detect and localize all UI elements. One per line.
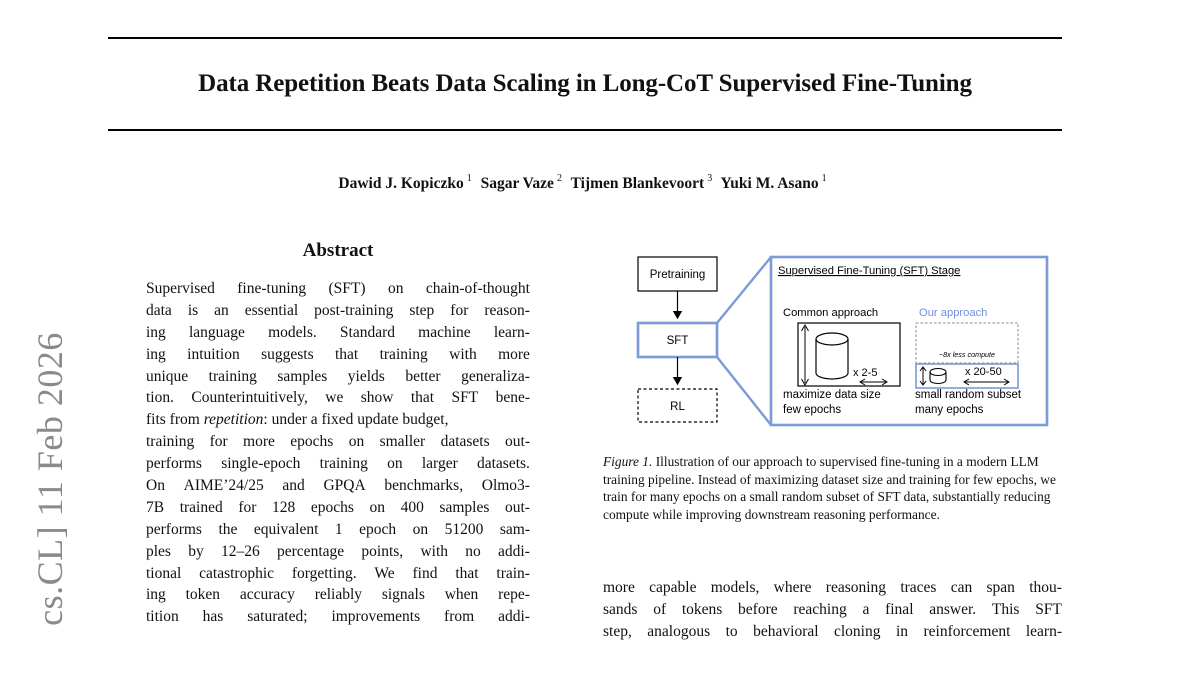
abstract-line bbox=[146, 409, 530, 431]
body-line: more capable models, where reasoning traces can span thou- bbox=[603, 579, 1062, 596]
sft-stage-title: Supervised Fine-Tuning (SFT) Stage bbox=[778, 265, 961, 277]
common-epochs-multiplier: x 2-5 bbox=[853, 367, 878, 379]
sft-label: SFT bbox=[666, 335, 689, 347]
abstract-line: unique training samples yields better generaliza- bbox=[146, 367, 530, 385]
author-affiliation: 1 bbox=[466, 173, 472, 184]
compute-savings-note: ~8x less compute bbox=[938, 350, 996, 359]
abstract-line: ing language models. Standard machine learn- bbox=[146, 323, 530, 341]
paper-title: Data Repetition Beats Data Scaling in Long-CoT Supervised Fine-Tuning bbox=[198, 70, 972, 97]
abstract-heading: Abstract bbox=[302, 240, 374, 261]
author-list bbox=[108, 175, 1062, 193]
common-desc-line1: maximize data size bbox=[783, 389, 881, 401]
abstract-line: ples by 12–26 percentage points, with no addi- bbox=[146, 542, 530, 560]
caption-text: Illustration of our approach to supervised fine-tuning in a modern LLM training pipeline. Instead of maximizing dataset size and training for few epochs, we train for many epochs on a small random subset of SFT data, substantially reducing compute while improving downstream reasoning performance. bbox=[603, 454, 1056, 522]
abstract-line: performs the equivalent 1 epoch on 51200 sam- bbox=[146, 520, 530, 538]
database-icon bbox=[816, 333, 848, 379]
common-approach-label: Common approach bbox=[783, 307, 879, 319]
figure-1-diagram bbox=[603, 247, 1059, 435]
our-desc-line1: small random subset bbox=[915, 389, 1022, 401]
abstract-line: tional catastrophic forgetting. We find that train- bbox=[146, 564, 530, 582]
pretraining-label: Pretraining bbox=[649, 269, 706, 281]
abstract-emphasis: repetition bbox=[203, 411, 264, 429]
abstract-line-part: fits from bbox=[146, 411, 204, 429]
abstract-line: tion. Counterintuitively, we show that SFT bene- bbox=[146, 389, 530, 407]
abstract-line: tition has saturated; improvements from addi- bbox=[146, 608, 530, 626]
abstract-line: training for more epochs on smaller datasets out- bbox=[146, 433, 530, 451]
author-affiliation: 2 bbox=[556, 173, 562, 184]
author-name: Tijmen Blankevoort bbox=[570, 175, 705, 192]
abstract-line-part: : under a fixed update budget, bbox=[263, 411, 449, 429]
abstract-body bbox=[146, 278, 530, 628]
small-database-icon bbox=[930, 369, 946, 384]
our-epochs-multiplier: x 20-50 bbox=[965, 366, 1002, 378]
abstract-line: ing token accuracy reliably signals when repe- bbox=[146, 586, 530, 604]
author-name: Yuki M. Asano bbox=[720, 175, 819, 192]
abstract-line: 7B trained for 128 epochs on 400 samples out- bbox=[146, 498, 530, 516]
author-affiliation: 3 bbox=[707, 173, 713, 184]
body-line: sands of tokens before reaching a final answer. This SFT bbox=[603, 600, 1062, 618]
figure-1-caption bbox=[603, 453, 1061, 523]
common-dataset-box bbox=[798, 323, 900, 386]
our-desc-line2: many epochs bbox=[915, 404, 984, 416]
title-bottom-rule bbox=[108, 129, 1062, 131]
body-text-right-column bbox=[603, 577, 1062, 643]
top-rule bbox=[108, 37, 1062, 39]
abstract-line: performs single-epoch training on larger datasets. bbox=[146, 455, 530, 473]
abstract-line: On AIME’24/25 and GPQA benchmarks, Olmo3- bbox=[146, 477, 530, 495]
abstract-line: Supervised fine-tuning (SFT) on chain-of-thought bbox=[146, 280, 530, 297]
author-name: Sagar Vaze bbox=[480, 175, 554, 192]
caption-label: Figure 1. bbox=[603, 454, 653, 469]
abstract-line: data is an essential post-training step for reason- bbox=[146, 301, 530, 319]
body-line: step, analogous to behavioral cloning in reinforcement learn- bbox=[603, 622, 1062, 640]
abstract-line: ing intuition suggests that training with more bbox=[146, 345, 530, 363]
arxiv-side-stamp: cs.CL] 11 Feb 2026 bbox=[30, 332, 70, 626]
rl-label: RL bbox=[670, 401, 685, 413]
common-desc-line2: few epochs bbox=[783, 404, 842, 416]
author-name: Dawid J. Kopiczko bbox=[338, 175, 464, 192]
our-approach-label: Our approach bbox=[919, 307, 988, 319]
author-affiliation: 1 bbox=[821, 173, 827, 184]
zoom-connector-bottom bbox=[717, 357, 771, 425]
zoom-connector-top bbox=[717, 257, 771, 323]
